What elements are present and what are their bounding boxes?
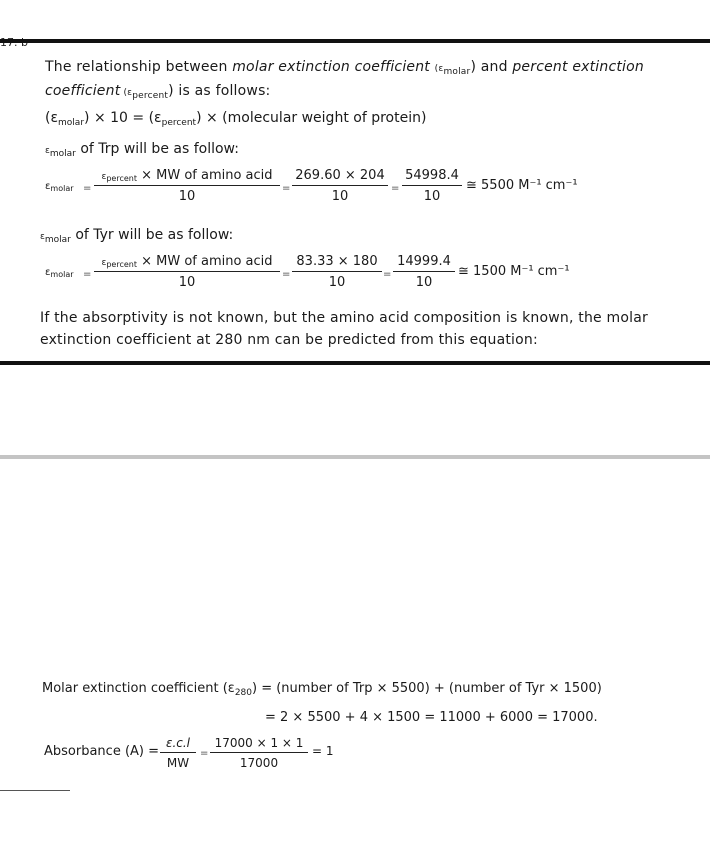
tyr-lhs-sub: molar — [50, 270, 74, 279]
tyr-f3-denominator: 10 — [415, 275, 433, 290]
intro-text-c: ) is as follows: — [168, 83, 271, 99]
molar-coefficient-result: = 2 × 5500 + 4 × 1500 = 11000 + 6000 = 17000. — [265, 710, 598, 725]
molar-eq-b: ) = (number of Trp × 5500) + (number of Tyr × 1500) — [252, 681, 602, 696]
intro-paragraph — [45, 56, 645, 104]
absorbance-fraction-1 — [160, 736, 196, 770]
closing-paragraph: If the absorptivity is not known, but the amino acid composition is known, the molar extinction coefficient at 280 nm can be predicted from this equation: — [40, 310, 648, 348]
trp-eps: ε — [45, 146, 50, 156]
intro-eps-molar-sub: molar — [443, 67, 471, 77]
tyr-lhs-eps: ε — [45, 267, 51, 278]
absorbance-result: = 1 — [312, 744, 334, 758]
intro-text-a: The relationship between — [45, 59, 233, 75]
abs-f2-numerator: 17000 × 1 × 1 — [210, 736, 308, 753]
trp-f1-eps: ε — [101, 172, 107, 182]
trp-heading — [45, 141, 239, 157]
trp-eps-sub: molar — [49, 149, 76, 159]
intro-text-b: ) and — [470, 59, 513, 75]
abs-f1-denominator: MW — [166, 756, 190, 770]
molar-eq-a: Molar extinction coefficient (ε — [42, 681, 235, 696]
trp-eq-3: = — [391, 183, 400, 194]
relation-a: (ε — [45, 110, 59, 126]
section-divider-thick — [0, 361, 710, 365]
tyr-heading — [40, 227, 233, 243]
relation-c: ) × (molecular weight of protein) — [196, 110, 427, 126]
trp-f1-denominator: 10 — [178, 189, 196, 204]
tyr-heading-text: of Tyr will be as follow: — [70, 227, 234, 243]
relation-sub-percent: percent — [161, 118, 197, 128]
trp-f3-denominator: 10 — [423, 189, 441, 204]
abs-f2-denominator: 17000 — [239, 756, 279, 770]
tyr-f1-eps-sub: percent — [106, 260, 137, 269]
trp-result: ≅ 5500 M⁻¹ cm⁻¹ — [466, 178, 578, 193]
trp-lhs — [45, 181, 74, 192]
tyr-eps: ε — [40, 232, 45, 242]
trp-f1-eps-sub: percent — [106, 174, 137, 183]
trp-fraction-3 — [402, 168, 462, 204]
top-border — [0, 39, 710, 43]
bottom-rule — [0, 790, 70, 791]
tyr-f1-denominator: 10 — [178, 275, 196, 290]
relation-b: ) × 10 = (ε — [84, 110, 162, 126]
intro-eps-percent-sub: percent — [132, 91, 169, 101]
abs-f1-numerator: ε.c.l — [160, 736, 196, 753]
trp-f2-numerator: 269.60 × 204 — [292, 168, 388, 186]
tyr-f1-eps: ε — [101, 258, 107, 268]
tyr-f3-numerator: 14999.4 — [393, 254, 455, 272]
tyr-eq-2: = — [282, 269, 291, 280]
tyr-fraction-2 — [292, 254, 382, 290]
tyr-eq-1: = — [83, 269, 92, 280]
absorbance-label: Absorbance (A) = — [44, 744, 160, 759]
relation-equation — [45, 110, 426, 126]
intro-term-percent-b: coefficient — [45, 83, 121, 99]
tyr-fraction-1 — [94, 254, 280, 290]
molar-eq-sub: 280 — [234, 688, 252, 698]
relation-sub-molar: molar — [58, 118, 85, 128]
trp-eq-1: = — [83, 183, 92, 194]
intro-eps-molar: (ε — [434, 64, 444, 74]
tyr-eq-3: = — [383, 269, 392, 280]
absorbance-fraction-2 — [210, 736, 308, 770]
trp-heading-text: of Trp will be as follow: — [75, 141, 239, 157]
intro-eps-percent: (ε — [120, 88, 133, 98]
trp-lhs-sub: molar — [50, 184, 74, 193]
tyr-fraction-3 — [393, 254, 455, 290]
trp-f2-denominator: 10 — [331, 189, 349, 204]
trp-f3-numerator: 54998.4 — [402, 168, 462, 186]
molar-coefficient-equation — [42, 681, 602, 696]
trp-fraction-1 — [94, 168, 280, 204]
tyr-result: ≅ 1500 M⁻¹ cm⁻¹ — [458, 264, 570, 279]
intro-term-percent: percent extinction — [512, 59, 644, 75]
tyr-f2-denominator: 10 — [328, 275, 346, 290]
tyr-eps-sub: molar — [44, 235, 71, 245]
tyr-f1-numerator: × MW of amino acid — [136, 254, 273, 269]
trp-lhs-eps: ε — [45, 181, 51, 192]
tyr-lhs — [45, 267, 74, 278]
abs-eq-2: = — [200, 748, 209, 759]
trp-fraction-2 — [292, 168, 388, 204]
intro-term-molar: molar extinction coefficient — [232, 59, 430, 75]
trp-f1-numerator: × MW of amino acid — [136, 168, 273, 183]
section-divider-grey — [0, 455, 710, 459]
trp-eq-2: = — [282, 183, 291, 194]
tyr-f2-numerator: 83.33 × 180 — [292, 254, 382, 272]
